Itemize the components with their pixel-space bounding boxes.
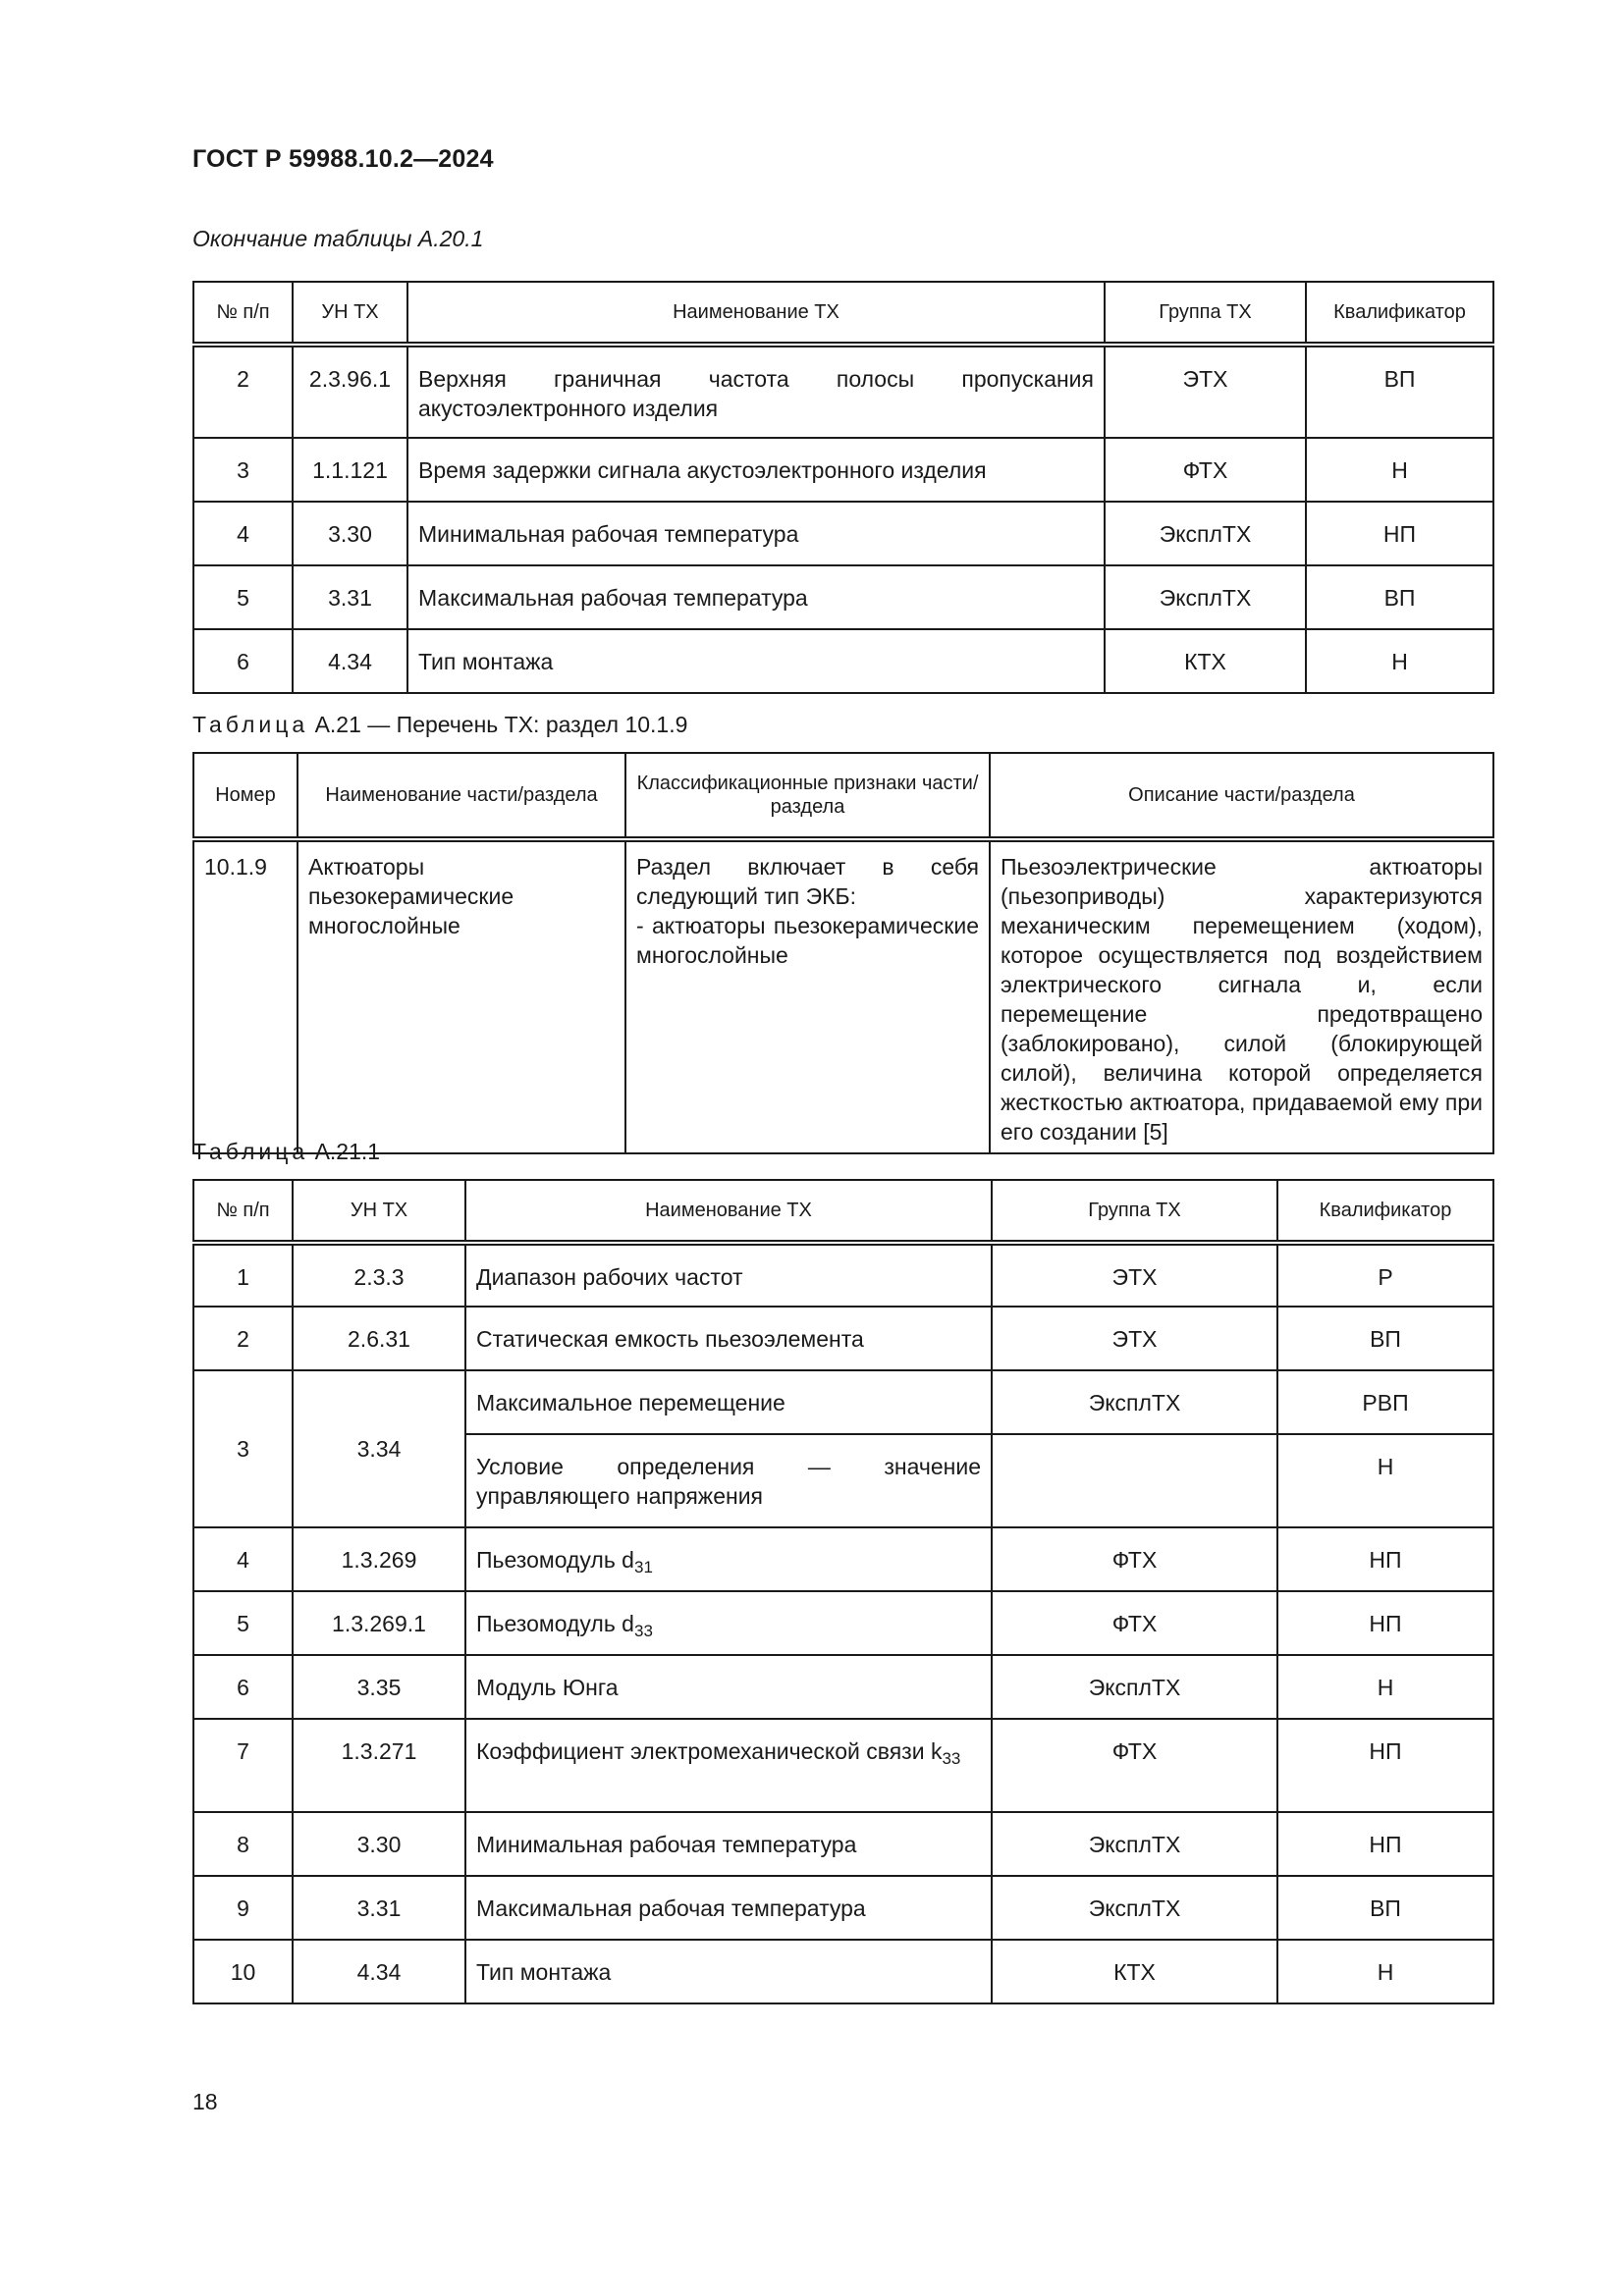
row-name: Время задержки сигнала акустоэлектронного изделия: [407, 438, 1105, 502]
row-group: ЭксплТХ: [992, 1812, 1277, 1876]
row-code: 3.35: [293, 1655, 465, 1719]
row-name: Верхняя граничная частота полосы пропускания акустоэлектронного изделия: [407, 345, 1105, 438]
row-code: 4.34: [293, 629, 407, 693]
row-condition-group: [992, 1434, 1277, 1527]
row-code: 2.3.96.1: [293, 345, 407, 438]
row-number: 2: [193, 345, 293, 438]
table-row: [193, 839, 1493, 1153]
column-header: № п/п: [193, 282, 293, 345]
row-condition-qualifier: Н: [1277, 1434, 1493, 1527]
column-header: УН ТХ: [293, 282, 407, 345]
row-qualifier: РВП: [1277, 1370, 1493, 1434]
document-title: ГОСТ Р 59988.10.2—2024: [192, 145, 494, 173]
table-a21: [192, 752, 1494, 1154]
row-group: КТХ: [1105, 629, 1306, 693]
table-a21-1-caption: Таблица А.21.1: [192, 1139, 381, 1164]
section-name: Актюаторы пьезокерамические многослойные: [298, 839, 625, 1153]
row-group: ЭксплТХ: [992, 1876, 1277, 1940]
row-number: 9: [193, 1876, 293, 1940]
row-qualifier: Н: [1306, 438, 1493, 502]
row-code: 1.1.121: [293, 438, 407, 502]
table-header-row: [193, 753, 1493, 839]
row-name: Пьезомодуль $d_{31}$: [465, 1527, 992, 1591]
column-header: Группа ТХ: [1105, 282, 1306, 345]
table-a21-caption: Таблица А.21 — Перечень ТХ: раздел 10.1.9: [192, 712, 688, 737]
row-group: ЭТХ: [992, 1307, 1277, 1370]
row-number: 3: [193, 1370, 293, 1527]
section-features: [625, 839, 990, 1153]
column-header: Номер: [193, 753, 298, 839]
row-group: ФТХ: [1105, 438, 1306, 502]
row-number: 5: [193, 565, 293, 629]
row-name: Максимальная рабочая температура: [465, 1876, 992, 1940]
column-header: № п/п: [193, 1180, 293, 1243]
table-a21-1: [192, 1179, 1494, 2004]
row-name: Минимальная рабочая температура: [465, 1812, 992, 1876]
row-name: Максимальное перемещение: [465, 1370, 992, 1434]
column-header: Наименование части/раздела: [298, 753, 625, 839]
page-number: 18: [192, 2089, 218, 2114]
row-qualifier: Н: [1277, 1655, 1493, 1719]
table-row: [193, 1719, 1493, 1812]
table-a20-1: [192, 281, 1494, 694]
features-item: - актюаторы пьезокерамические многослойные: [636, 913, 979, 968]
row-code: 1.3.269: [293, 1527, 465, 1591]
row-number: 10: [193, 1940, 293, 2003]
row-qualifier: НП: [1277, 1591, 1493, 1655]
row-group: ЭксплТХ: [992, 1370, 1277, 1434]
table-row: [193, 1591, 1493, 1655]
row-qualifier: НП: [1277, 1812, 1493, 1876]
table-row: [193, 1876, 1493, 1940]
table-row: [193, 1940, 1493, 2003]
row-qualifier: Р: [1277, 1243, 1493, 1307]
row-code: 3.30: [293, 1812, 465, 1876]
features-intro: Раздел включает в себя следующий тип ЭКБ:: [636, 854, 979, 909]
row-number: 4: [193, 502, 293, 565]
row-number: 7: [193, 1719, 293, 1812]
table-row: [193, 1307, 1493, 1370]
row-code: 4.34: [293, 1940, 465, 2003]
table-row: [193, 1243, 1493, 1307]
row-group: ФТХ: [992, 1719, 1277, 1812]
table-row: [193, 502, 1493, 565]
row-group: ЭТХ: [992, 1243, 1277, 1307]
column-header: Классификационные признаки части/раздела: [625, 753, 990, 839]
column-header: Квалификатор: [1306, 282, 1493, 345]
row-qualifier: НП: [1277, 1527, 1493, 1591]
table-header-row: [193, 1180, 1493, 1243]
row-name: Тип монтажа: [407, 629, 1105, 693]
row-number: 8: [193, 1812, 293, 1876]
table-row: [193, 345, 1493, 438]
row-qualifier: ВП: [1277, 1307, 1493, 1370]
row-qualifier: Н: [1277, 1940, 1493, 2003]
subscript-index: 31: [633, 1558, 653, 1576]
row-group: ЭксплТХ: [1105, 565, 1306, 629]
row-name: Статическая емкость пьезоэлемента: [465, 1307, 992, 1370]
table-row: [193, 438, 1493, 502]
row-code: 1.3.269.1: [293, 1591, 465, 1655]
column-header: Квалификатор: [1277, 1180, 1493, 1243]
row-code: 2.6.31: [293, 1307, 465, 1370]
section-number: 10.1.9: [193, 839, 298, 1153]
table-row: [193, 1370, 1493, 1434]
row-number: 3: [193, 438, 293, 502]
row-qualifier: НП: [1306, 502, 1493, 565]
row-qualifier: ВП: [1277, 1876, 1493, 1940]
column-header: УН ТХ: [293, 1180, 465, 1243]
row-qualifier: ВП: [1306, 345, 1493, 438]
row-name: Пьезомодуль $d_{33}$: [465, 1591, 992, 1655]
row-qualifier: НП: [1277, 1719, 1493, 1812]
row-number: 6: [193, 629, 293, 693]
subscript-index: 33: [942, 1749, 961, 1768]
row-name: Модуль Юнга: [465, 1655, 992, 1719]
row-name: Диапазон рабочих частот: [465, 1243, 992, 1307]
row-name: Тип монтажа: [465, 1940, 992, 2003]
row-qualifier: ВП: [1306, 565, 1493, 629]
column-header: Группа ТХ: [992, 1180, 1277, 1243]
row-number: 5: [193, 1591, 293, 1655]
row-number: 4: [193, 1527, 293, 1591]
row-group: ФТХ: [992, 1591, 1277, 1655]
row-group: КТХ: [992, 1940, 1277, 2003]
row-name: Максимальная рабочая температура: [407, 565, 1105, 629]
row-number: 2: [193, 1307, 293, 1370]
table-header-row: [193, 282, 1493, 345]
table-a20-1-caption: Окончание таблицы А.20.1: [192, 226, 484, 251]
row-number: 1: [193, 1243, 293, 1307]
column-header: Наименование ТХ: [465, 1180, 992, 1243]
table-row: [193, 1812, 1493, 1876]
row-code: 3.34: [293, 1370, 465, 1527]
row-qualifier: Н: [1306, 629, 1493, 693]
table-row: [193, 629, 1493, 693]
row-group: ФТХ: [992, 1527, 1277, 1591]
row-group: ЭксплТХ: [1105, 502, 1306, 565]
row-code: 2.3.3: [293, 1243, 465, 1307]
table-row: [193, 1527, 1493, 1591]
row-group: ЭТХ: [1105, 345, 1306, 438]
section-description: Пьезоэлектрические актюаторы (пьезоприводы) характеризуются механическим перемещением (ходом), которое осуществляется под воздействием электрического сигнала и, если перемещение предотвращено (заблокировано), силой (блокирующей силой), величина которой определяется жесткостью актюатора, придаваемой ему при его создании [5]: [990, 839, 1493, 1153]
row-name: Минимальная рабочая температура: [407, 502, 1105, 565]
row-name: Коэффициент электромеханической связи $k_{33}$: [465, 1719, 992, 1812]
row-code: 3.31: [293, 1876, 465, 1940]
table-row: [193, 1655, 1493, 1719]
column-header: Описание части/раздела: [990, 753, 1493, 839]
row-group: ЭксплТХ: [992, 1655, 1277, 1719]
table-row: [193, 565, 1493, 629]
subscript-index: 33: [633, 1622, 653, 1640]
row-number: 6: [193, 1655, 293, 1719]
column-header: Наименование ТХ: [407, 282, 1105, 345]
row-code: 1.3.271: [293, 1719, 465, 1812]
row-code: 3.30: [293, 502, 407, 565]
row-code: 3.31: [293, 565, 407, 629]
row-condition-name: Условие определения — значение управляющего напряжения: [465, 1434, 992, 1527]
